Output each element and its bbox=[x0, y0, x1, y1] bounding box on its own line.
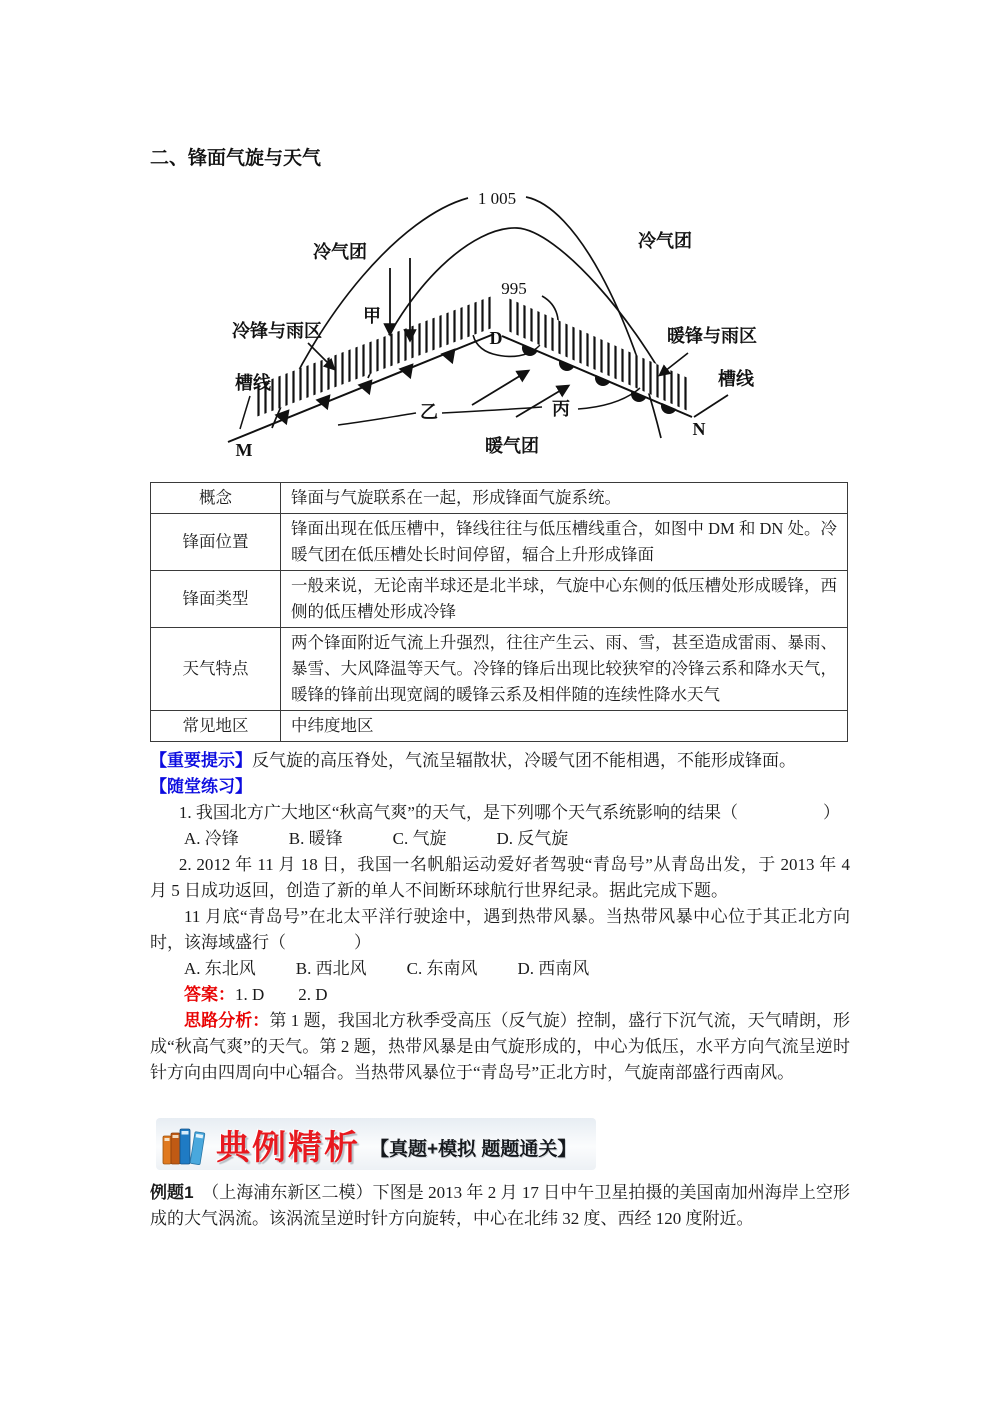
example-1-text: （上海浦东新区二模）下图是 2013 年 2 月 17 日中午卫星拍摄的美国南加州海岸上空形成的大气涡流。该涡流呈逆时针方向旋转，中心在北纬 32 度、西经 120 度附近。 bbox=[150, 1183, 850, 1228]
table-row bbox=[151, 571, 848, 628]
question-2-body: 11 月底“青岛号”在北太平洋行驶途中，遇到热带风暴。当热带风暴中心位于其正北方向时，该海域盛行（ ） bbox=[150, 907, 850, 952]
isobar-995-label: 995 bbox=[501, 279, 527, 298]
warm-front-label-arrow bbox=[660, 353, 688, 375]
analysis-label: 思路分析： bbox=[184, 1011, 270, 1030]
trough-left-leader bbox=[240, 396, 250, 429]
example-1-label: 例题1 bbox=[150, 1183, 194, 1202]
section-banner bbox=[156, 1118, 596, 1170]
row-content: 锋面与气旋联系在一起，形成锋面气旋系统。 bbox=[281, 483, 848, 514]
isobar-1005-label: 1 005 bbox=[477, 189, 517, 208]
row-label: 锋面位置 bbox=[151, 514, 281, 571]
option-b: B. 西北风 bbox=[295, 959, 367, 978]
answer-text: 1. D 2. D bbox=[235, 985, 328, 1004]
table-row bbox=[151, 711, 848, 742]
label-yi: 乙 bbox=[420, 402, 438, 422]
notes-and-exercises bbox=[150, 748, 850, 1086]
answer-line bbox=[150, 982, 850, 1008]
frontal-cyclone-diagram bbox=[150, 184, 850, 466]
banner-subtitle: 【真题+模拟 题题通关】 bbox=[370, 1138, 577, 1160]
analysis-paragraph bbox=[150, 1008, 850, 1086]
row-label: 常见地区 bbox=[151, 711, 281, 742]
cold-air-left-label: 冷气团 bbox=[313, 242, 367, 262]
cold-front-rain-label: 冷锋与雨区 bbox=[232, 321, 322, 341]
warm-sector-leader-lines bbox=[338, 388, 640, 425]
row-content: 一般来说，无论南半球还是北半球，气旋中心东侧的低压槽处形成暖锋，西侧的低压槽处形成冷锋 bbox=[281, 571, 848, 628]
trough-right-label: 槽线 bbox=[718, 369, 754, 389]
option-b: B. 暖锋 bbox=[288, 829, 343, 848]
trough-left-label: 槽线 bbox=[235, 373, 271, 393]
question-2-intro: 2. 2012 年 11 月 18 日，我国一名帆船运动爱好者驾驶“青岛号”从青岛出发，于 2013 年 4 月 5 日成功返回，创造了新的单人不间断环球航行世界纪录。据此完成下题。 bbox=[150, 855, 850, 900]
point-n-label: N bbox=[692, 419, 706, 439]
row-label: 天气特点 bbox=[151, 628, 281, 711]
trough-line-right bbox=[694, 395, 728, 417]
important-text: 反气旋的高压脊处，气流呈辐散状，冷暖气团不能相遇，不能形成锋面。 bbox=[252, 751, 796, 770]
point-m-label: M bbox=[235, 440, 253, 460]
analysis-text: 第 1 题，我国北方秋季受高压（反气旋）控制，盛行下沉气流，天气晴朗，形成“秋高气爽”的天气。第 2 题，热带风暴是由气旋形成的，中心为低压，水平方向气流呈逆时针方向由四周向中心辐合。当热带风暴位于“青岛号”正北方时，气旋南部盛行西南风。 bbox=[150, 1011, 851, 1082]
important-note bbox=[150, 748, 850, 774]
option-d: D. 反气旋 bbox=[496, 829, 569, 848]
row-content: 锋面出现在低压槽中，锋线往往与低压槽线重合，如图中 DM 和 DN 处。冷暖气团在低压槽处长时间停留，辐合上升形成锋面 bbox=[281, 514, 848, 571]
answer-label: 答案： bbox=[184, 985, 235, 1004]
books-icon bbox=[160, 1121, 206, 1167]
practice-tag-line bbox=[150, 774, 850, 800]
warm-air-label: 暖气团 bbox=[485, 436, 539, 456]
warm-front-rain-label: 暖锋与雨区 bbox=[667, 326, 757, 346]
important-tag: 【重要提示】 bbox=[150, 751, 252, 770]
row-content: 两个锋面附近气流上升强烈，往往产生云、雨、雪，甚至造成雷雨、暴雨、暴雪、大风降温等天气。冷锋的锋后出现比较狭窄的冷锋云系和降水天气，暖锋的锋前出现宽阔的暖锋云系及相伴随的连续性降水天气 bbox=[281, 628, 848, 711]
option-c: C. 气旋 bbox=[392, 829, 447, 848]
frontal-cyclone-table bbox=[150, 482, 848, 742]
document-content bbox=[150, 146, 850, 1232]
table-row bbox=[151, 628, 848, 711]
row-label: 锋面类型 bbox=[151, 571, 281, 628]
section-heading: 二、锋面气旋与天气 bbox=[150, 148, 322, 169]
frontal-cyclone-figure bbox=[220, 184, 760, 466]
warm-front-rain-band bbox=[508, 298, 688, 411]
option-a: A. 东北风 bbox=[184, 959, 256, 978]
cold-air-right-label: 冷气团 bbox=[638, 231, 692, 251]
row-label: 概念 bbox=[151, 483, 281, 514]
table-row bbox=[151, 514, 848, 571]
example-1-paragraph bbox=[150, 1180, 850, 1232]
question-1: 1. 我国北方广大地区“秋高气爽”的天气，是下列哪个天气系统影响的结果（ ） bbox=[178, 803, 840, 822]
option-c: C. 东南风 bbox=[406, 959, 478, 978]
option-d: D. 西南风 bbox=[517, 959, 590, 978]
low-center-label: D bbox=[489, 328, 503, 348]
banner-title: 典例精析 bbox=[216, 1128, 360, 1167]
label-jia: 甲 bbox=[363, 306, 381, 326]
question-1-options bbox=[150, 826, 850, 852]
label-bing: 丙 bbox=[552, 399, 570, 419]
question-2-options bbox=[150, 956, 850, 982]
practice-tag: 【随堂练习】 bbox=[150, 777, 252, 796]
option-a: A. 冷锋 bbox=[184, 829, 239, 848]
row-content: 中纬度地区 bbox=[281, 711, 848, 742]
table-row bbox=[151, 483, 848, 514]
